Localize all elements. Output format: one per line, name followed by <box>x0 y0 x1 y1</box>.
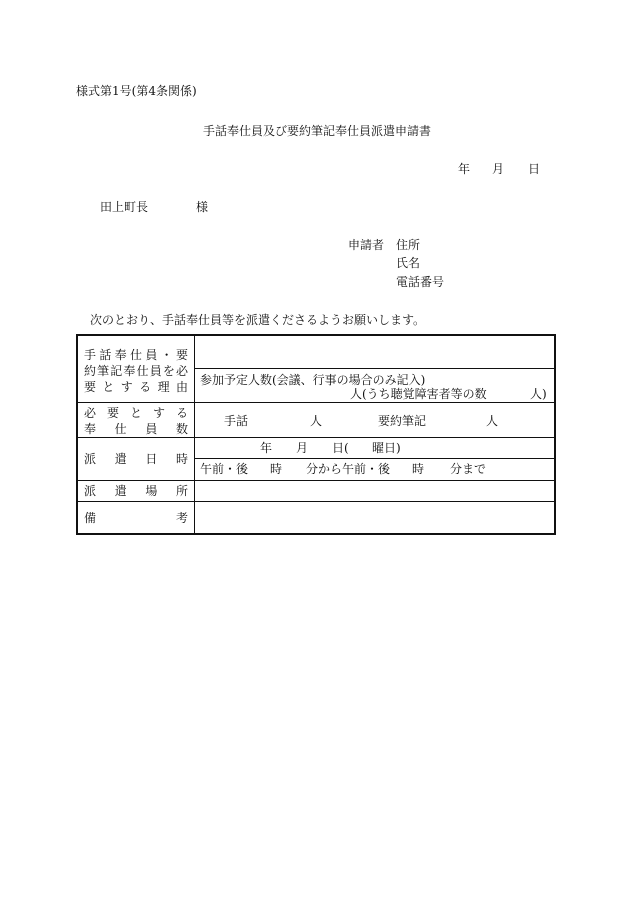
summary-writing-label: 要約筆記 <box>378 414 427 428</box>
start-hour: 時 <box>270 462 283 476</box>
reason-label-line3: 要 と す る 理 由 <box>84 380 188 394</box>
form-number: 様式第1号(第4条関係) <box>76 84 197 98</box>
date-month: 月 <box>492 162 505 176</box>
end-hour: 時 <box>412 462 425 476</box>
minutes-from: 分から午前・後 <box>306 462 391 476</box>
applicant-name-label: 氏名 <box>396 256 421 270</box>
dispatch-year: 年 <box>260 441 273 455</box>
required-label-line1: 必 要 と す る <box>84 406 188 420</box>
summary-writing-unit: 人 <box>486 414 499 428</box>
table-sub-divider <box>195 368 555 369</box>
table-row-divider <box>77 501 555 502</box>
table-row-divider <box>77 437 555 438</box>
addressee-honorific: 様 <box>196 200 209 214</box>
document-title: 手話奉仕員及び要約筆記奉仕員派遣申請書 <box>203 124 432 138</box>
required-label-line2: 奉 仕 員 数 <box>84 422 188 436</box>
applicant-label: 申請者 <box>348 238 385 252</box>
dispatch-datetime-label: 派 遣 日 時 <box>84 452 188 466</box>
reason-label-line1: 手 話 奉 仕 員 ・ 要 <box>84 348 188 362</box>
sign-language-unit: 人 <box>310 414 323 428</box>
table-sub-divider <box>195 458 555 459</box>
dispatch-place-label: 派 遣 場 所 <box>84 484 188 498</box>
applicant-address-label: 住所 <box>396 238 421 252</box>
dispatch-month: 月 <box>296 441 309 455</box>
table-row-divider <box>77 402 555 403</box>
sign-language-label: 手話 <box>224 414 249 428</box>
date-year: 年 <box>458 162 471 176</box>
dispatch-weekday: 曜日) <box>372 441 401 455</box>
reason-label-line2: 約 筆 記 奉 仕 員 を 必 <box>84 364 188 378</box>
dispatch-day: 日( <box>332 441 349 455</box>
table-row-divider <box>77 480 555 481</box>
remarks-label: 備 考 <box>84 511 188 525</box>
applicant-phone-label: 電話番号 <box>396 275 445 289</box>
date-day: 日 <box>528 162 541 176</box>
table-column-divider <box>194 335 195 534</box>
start-ampm: 午前・後 <box>200 462 249 476</box>
hearing-impaired-count-suffix: 人) <box>530 387 547 401</box>
minutes-until: 分まで <box>450 462 487 476</box>
addressee-name: 田上町長 <box>100 200 149 214</box>
hearing-impaired-count-prefix: 人(うち聴覚障害者等の数 <box>350 387 487 401</box>
request-sentence: 次のとおり、手話奉仕員等を派遣くださるようお願いします。 <box>90 313 426 327</box>
attendees-note: 参加予定人数(会議、行事の場合のみ記入) <box>200 373 426 387</box>
